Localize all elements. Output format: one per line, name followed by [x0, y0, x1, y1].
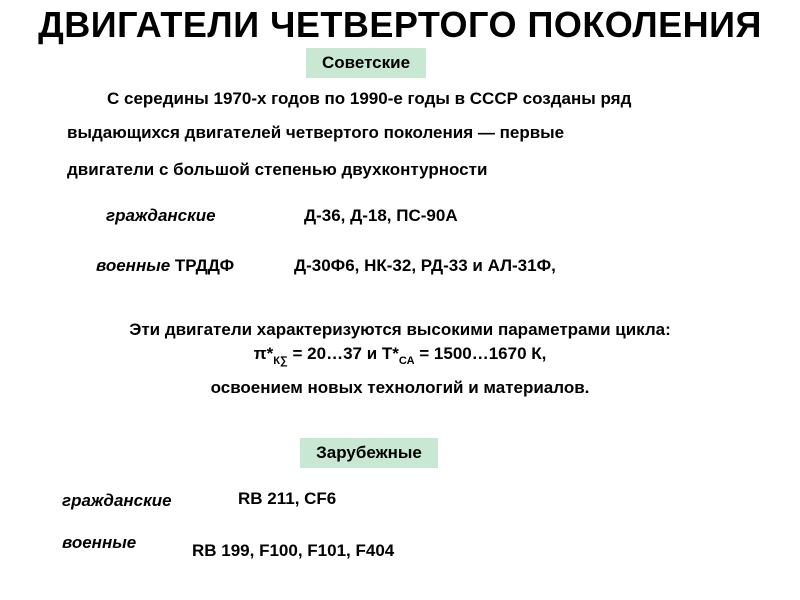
pi-subscript: К∑ [273, 355, 288, 367]
foreign-civil-label: гражданские [62, 491, 172, 510]
intro-line-2: выдающихся двигателей четвертого поколения — первые [67, 123, 565, 142]
soviet-badge: Советские [306, 48, 426, 78]
t-subscript: СА [398, 355, 415, 367]
foreign-military-label: военные [62, 533, 137, 552]
military-label-italic: военные [96, 256, 171, 275]
cycle-params [0, 344, 800, 367]
cycle-line-1: Эти двигатели характеризуются высокими параметрами цикла: [129, 320, 671, 339]
intro-line-1: С середины 1970-х годов по 1990-е годы в СССР созданы ряд [107, 89, 632, 108]
soviet-military-value: Д-30Ф6, НК-32, РД-33 и АЛ-31Ф, [294, 256, 556, 275]
pi-symbol: π* [253, 344, 274, 363]
foreign-military-value: RB 199, F100, F101, F404 [192, 541, 395, 560]
foreign-badge: Зарубежные [300, 438, 438, 468]
page-title: ДВИГАТЕЛИ ЧЕТВЕРТОГО ПОКОЛЕНИЯ [38, 4, 762, 45]
intro-line-3: двигатели с большой степенью двухконтурности [67, 160, 488, 179]
foreign-civil-value: RB 211, CF6 [238, 489, 337, 508]
soviet-civil-label: гражданские [106, 206, 216, 225]
soviet-civil-value: Д-36, Д-18, ПС-90А [304, 206, 458, 225]
military-label-suffix: ТРДДФ [170, 256, 235, 275]
pi-range: = 20…37 и Т* [287, 344, 399, 363]
cycle-line-3: освоением новых технологий и материалов. [210, 378, 590, 397]
t-range: = 1500…1670 К, [414, 344, 547, 363]
soviet-military-label [96, 256, 234, 276]
